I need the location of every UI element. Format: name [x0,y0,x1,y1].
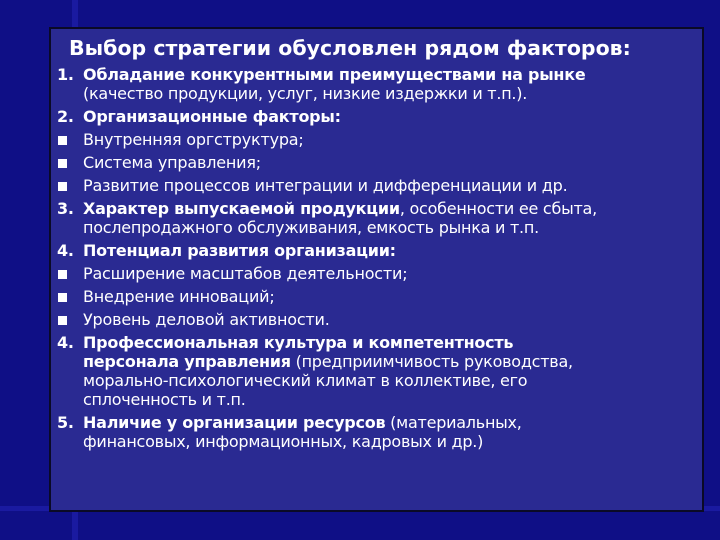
item-detail-text: финансовых, информационных, кадровых и др.) [83,432,484,451]
item-line [83,130,697,149]
numbered-item [57,65,697,103]
item-detail-text: Внутренняя оргструктура; [83,130,304,149]
item-line [83,84,697,103]
bullet-item [57,264,697,283]
item-number: 4. [57,241,74,260]
item-heading-text: Профессиональная культура и компетентность [83,333,514,352]
item-line [83,153,697,172]
item-detail-text: (качество продукции, услуг, низкие издержки и т.п.). [83,84,528,103]
numbered-item [57,333,697,409]
slide-content [57,31,697,455]
item-heading-text: Наличие у организации ресурсов [83,413,386,432]
item-line [83,107,697,126]
numbered-item [57,241,697,260]
item-line [83,65,697,84]
numbered-item [57,107,697,126]
item-heading-text: Характер выпускаемой продукции [83,199,400,218]
item-number: 2. [57,107,74,126]
item-detail-text: Система управления; [83,153,261,172]
bullet-item [57,310,697,329]
item-heading-text: Потенциал развития организации: [83,241,396,260]
bullet-item [57,130,697,149]
item-detail-text: Расширение масштабов деятельности; [83,264,408,283]
item-line [83,371,697,390]
bullet-item [57,287,697,306]
item-line [83,310,697,329]
item-detail-text: морально-психологический климат в коллективе, его [83,371,528,390]
square-bullet-icon [58,293,67,302]
item-line [83,264,697,283]
square-bullet-icon [58,182,67,191]
item-number: 1. [57,65,74,84]
item-line [83,287,697,306]
item-line [83,333,697,352]
slide-title: Выбор стратегии обусловлен рядом факторов: [69,36,631,60]
item-line [83,432,697,451]
item-detail-text: (предприимчивость руководства, [290,352,573,371]
item-heading-text: Обладание конкурентными преимуществами на рынке [83,65,586,84]
item-line [83,199,697,218]
item-number: 4. [57,333,74,352]
item-detail-text: , особенности ее сбыта, [399,199,597,218]
item-number: 5. [57,413,74,432]
item-number: 3. [57,199,74,218]
numbered-item [57,199,697,237]
item-line [83,176,697,195]
item-line [83,390,697,409]
item-heading-text: персонала управления [83,352,291,371]
square-bullet-icon [58,159,67,168]
square-bullet-icon [58,270,67,279]
item-line [83,218,697,237]
factor-list [57,65,697,451]
item-line [83,352,697,371]
item-detail-text: Внедрение инноваций; [83,287,275,306]
item-detail-text: сплоченность и т.п. [83,390,246,409]
item-detail-text: Уровень деловой активности. [83,310,330,329]
square-bullet-icon [58,316,67,325]
item-detail-text: (материальных, [385,413,522,432]
bullet-item [57,153,697,172]
square-bullet-icon [58,136,67,145]
item-line [83,241,697,260]
item-detail-text: послепродажного обслуживания, емкость рынка и т.п. [83,218,539,237]
bullet-item [57,176,697,195]
numbered-item [57,413,697,451]
item-detail-text: Развитие процессов интеграции и дифференциации и др. [83,176,568,195]
item-heading-text: Организационные факторы: [83,107,341,126]
item-line [83,413,697,432]
